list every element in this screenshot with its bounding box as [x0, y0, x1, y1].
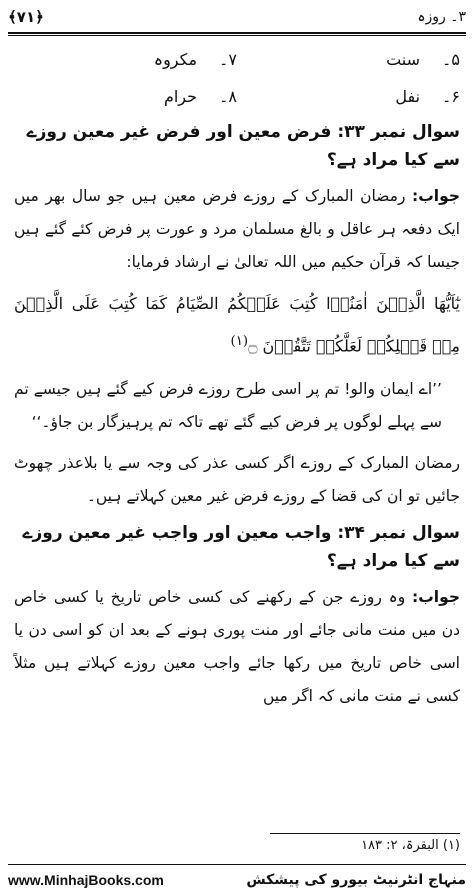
list-item-number: ۷۔: [219, 50, 237, 69]
list-item-number: ۶۔: [442, 87, 460, 106]
header-rule: [8, 32, 466, 34]
verse-translation: ’’اے ایمان والو! تم پر اسی طرح روزے فرض کیے گئے ہیں جیسے تم سے پہلے لوگوں پر فرض کیے گئے تھے تاکہ تم پرہیزگار بن جاؤ۔‘‘: [14, 380, 442, 432]
answer-34-text: وہ روزے جن کے رکھنے کی کسی خاص تاریخ یا کسی خاص دن میں منت مانی جائے اور منت پوری ہونے کے بعد ان کو اسی دن یا اسی خاص تاریخ میں رکھا جائے واجب معین روزے کہلاتے ہیں مثلاً کسی نے منت مانی کہ اگر میں: [14, 588, 460, 706]
list-item: [237, 50, 460, 69]
answer-34-paragraph: [14, 581, 460, 713]
footer-url: www.MinhajBooks.com: [8, 872, 164, 888]
question-33-heading: سوال نمبر ۳۳: فرض معین اور فرض غیر معین روزے سے کیا مراد ہے؟: [26, 122, 460, 170]
footnote-rule: [270, 833, 460, 834]
list-item-number: ۵۔: [442, 50, 460, 69]
list-item-text: سنت: [386, 50, 421, 69]
answer-label: جواب:: [412, 588, 460, 607]
quran-verse: [14, 285, 460, 365]
answer-33-followup: رمضان المبارک کے روزے اگر کسی عذر کی وجہ سے یا بلاعذر چھوٹ جائیں تو ان کی قضا کے روزے فرض غیر معین کہلاتے ہیں۔: [14, 454, 460, 506]
question-34-heading: سوال نمبر ۳۴: واجب معین اور واجب غیر معین روزے سے کیا مراد ہے؟: [22, 523, 460, 572]
running-title: ۳۔ روزہ: [417, 9, 466, 25]
list-item-text: مکروہ: [153, 50, 198, 69]
page-footer: [8, 868, 466, 892]
list-item-text: حرام: [163, 87, 198, 106]
footnote-reference: (۱): [230, 334, 249, 349]
footer-publisher: منہاج انٹرنیٹ بیورو کی پیشکش: [246, 872, 466, 888]
quran-verse-text: يٰٓاَيُّهَا الَّذِيۡنَ اٰمَنُوۡا كُتِبَ عَلَيۡكُمُ الصِّيَامُ كَمَا كُتِبَ عَلَى الَّذِيۡنَ مِنۡ قَبۡلِكُمۡ لَعَلَّكُمۡ تَتَّقُوۡنَ ۝: [14, 294, 460, 356]
list-item: [14, 50, 237, 69]
header-rule-thin: [8, 35, 466, 36]
list-item: [14, 87, 237, 106]
page-header: [8, 4, 466, 30]
answer-33-text: رمضان المبارک کے روزے فرض معین ہیں جو سال بھر میں ایک دفعہ ہر عاقل و بالغ مسلمان مرد و عورت پر فرض کئے گئے ہیں جیسا کہ قرآن حکیم میں اللہ تعالیٰ نے ارشاد فرمایا:: [14, 187, 460, 271]
list-item: [237, 87, 460, 106]
page-body: [14, 42, 460, 713]
list-item-text: نفل: [395, 87, 421, 106]
answer-33-paragraph: [14, 180, 460, 279]
list-item-number: ۸۔: [219, 87, 237, 106]
page-number: ﴾۷۱﴿: [8, 8, 44, 26]
fasting-types-list: [14, 50, 460, 106]
footer-rule: [8, 864, 466, 865]
footnote: (۱) البقرۃ، ۲: ۱۸۳: [361, 838, 460, 853]
answer-label: جواب:: [412, 187, 460, 205]
